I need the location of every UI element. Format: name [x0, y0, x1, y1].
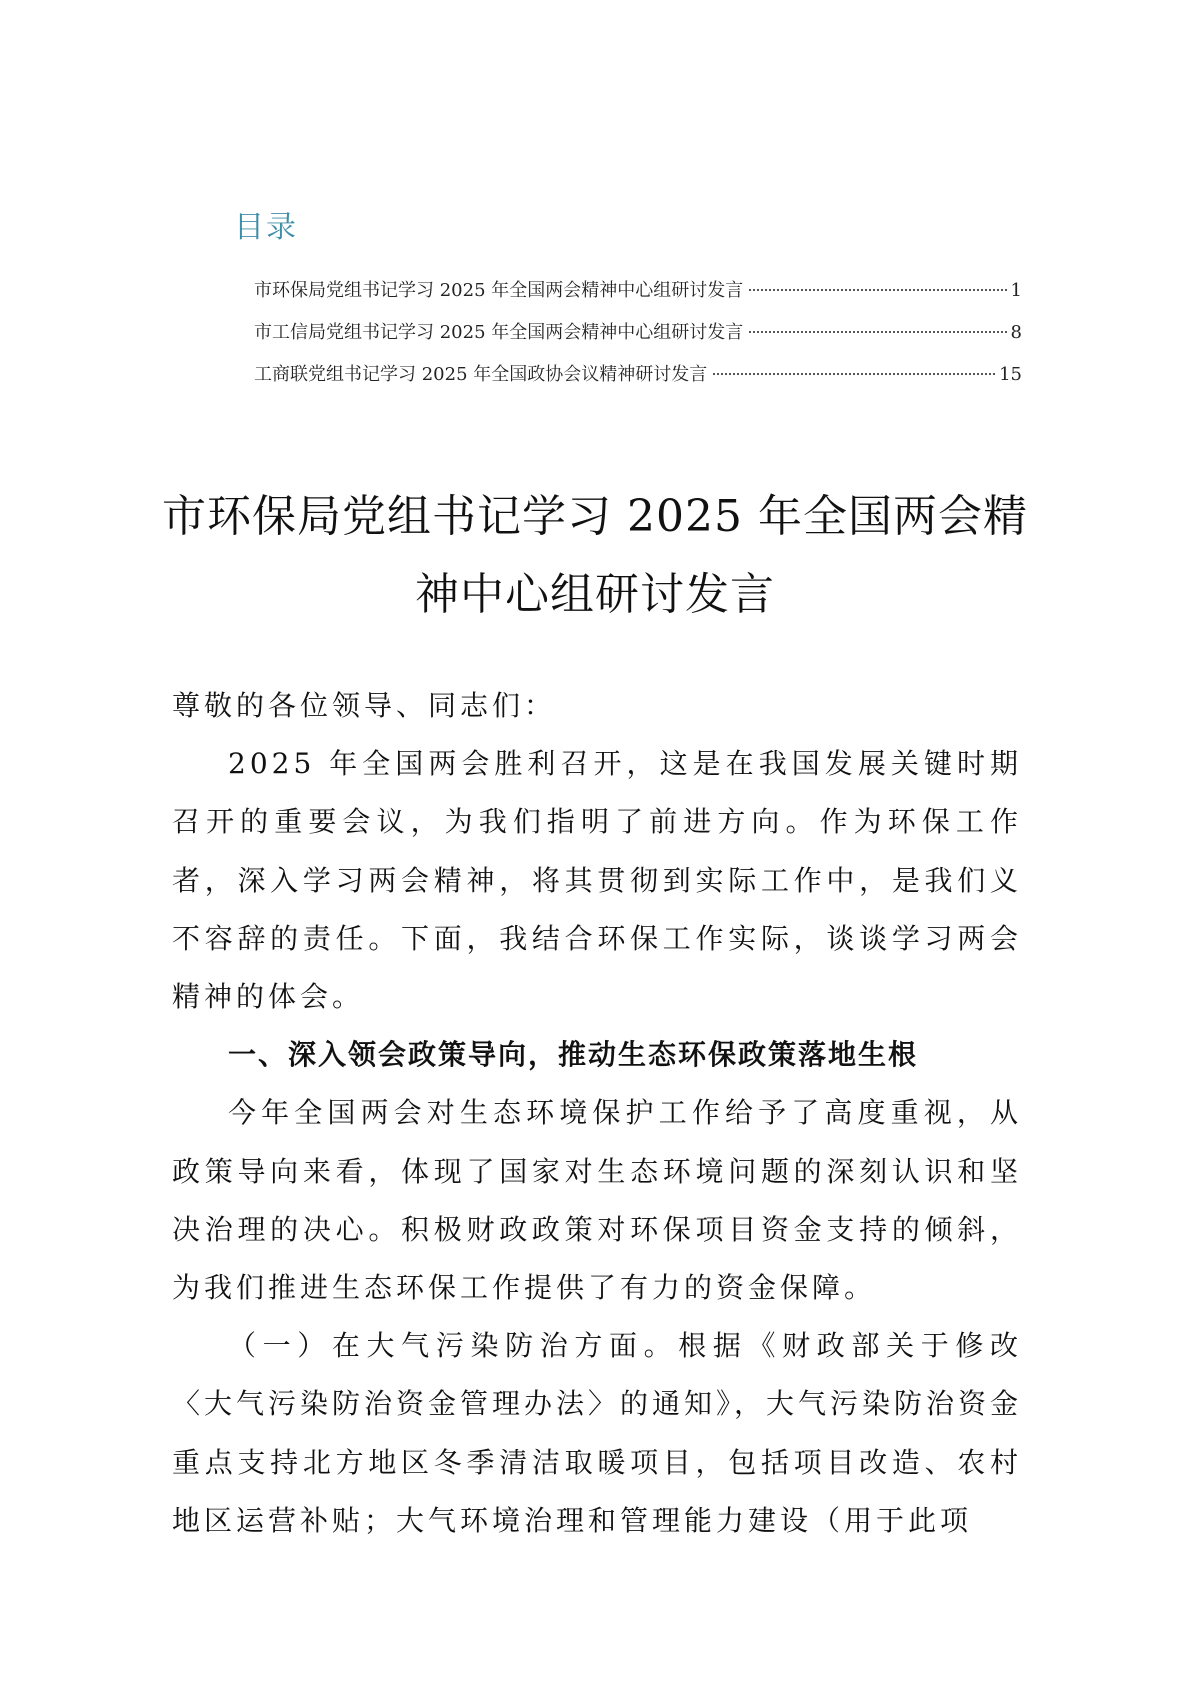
toc-entry-page: 15	[999, 364, 1022, 385]
document-title	[160, 478, 1030, 634]
toc-entry[interactable]	[254, 312, 1022, 354]
salutation: 尊敬的各位领导、同志们：	[172, 689, 557, 722]
toc-dot-leader	[749, 289, 1006, 291]
toc-entry[interactable]	[254, 354, 1022, 396]
document-title-line-1: 市环保局党组书记学习 2025 年全国两会精	[162, 491, 1028, 542]
body-paragraph: 今年全国两会对生态环境保护工作给予了高度重视，从政策导向来看，体现了国家对生态环境问题的深刻认识和坚决治理的决心。积极财政政策对环保项目资金支持的倾斜，为我们推进生态环保工作提供了有力的资金保障。	[172, 1096, 1022, 1305]
toc-dot-leader	[713, 373, 995, 375]
body-paragraph: （一）在大气污染防治方面。根据《财政部关于修改〈大气污染防治资金管理办法〉的通知》，大气污染防治资金重点支持北方地区冬季清洁取暖项目，包括项目改造、农村地区运营补贴；大气环境治理和管理能力建设（用于此项	[172, 1329, 1023, 1537]
body-paragraph: 2025 年全国两会胜利召开，这是在我国发展关键时期召开的重要会议，为我们指明了前进方向。作为环保工作者，深入学习两会精神，将其贯彻到实际工作中，是我们义不容辞的责任。下面，我结合环保工作实际，谈谈学习两会精神的体会。	[172, 747, 1022, 1014]
toc-entry[interactable]	[254, 270, 1022, 312]
section-heading: 一、深入领会政策导向，推动生态环保政策落地生根	[228, 1038, 919, 1072]
toc-entry-title: 市工信局党组书记学习 2025 年全国两会精神中心组研讨发言	[254, 322, 744, 343]
table-of-contents	[254, 270, 1022, 396]
toc-entry-title: 工商联党组书记学习 2025 年全国政协会议精神研讨发言	[254, 364, 708, 385]
toc-heading: 目录	[234, 210, 298, 245]
toc-entry-page: 1	[1010, 280, 1022, 301]
toc-dot-leader	[749, 331, 1006, 333]
toc-entry-title: 市环保局党组书记学习 2025 年全国两会精神中心组研讨发言	[254, 280, 744, 301]
document-title-line-2: 神中心组研讨发言	[415, 569, 775, 620]
document-body	[172, 677, 1022, 1550]
toc-entry-page: 8	[1010, 322, 1022, 343]
